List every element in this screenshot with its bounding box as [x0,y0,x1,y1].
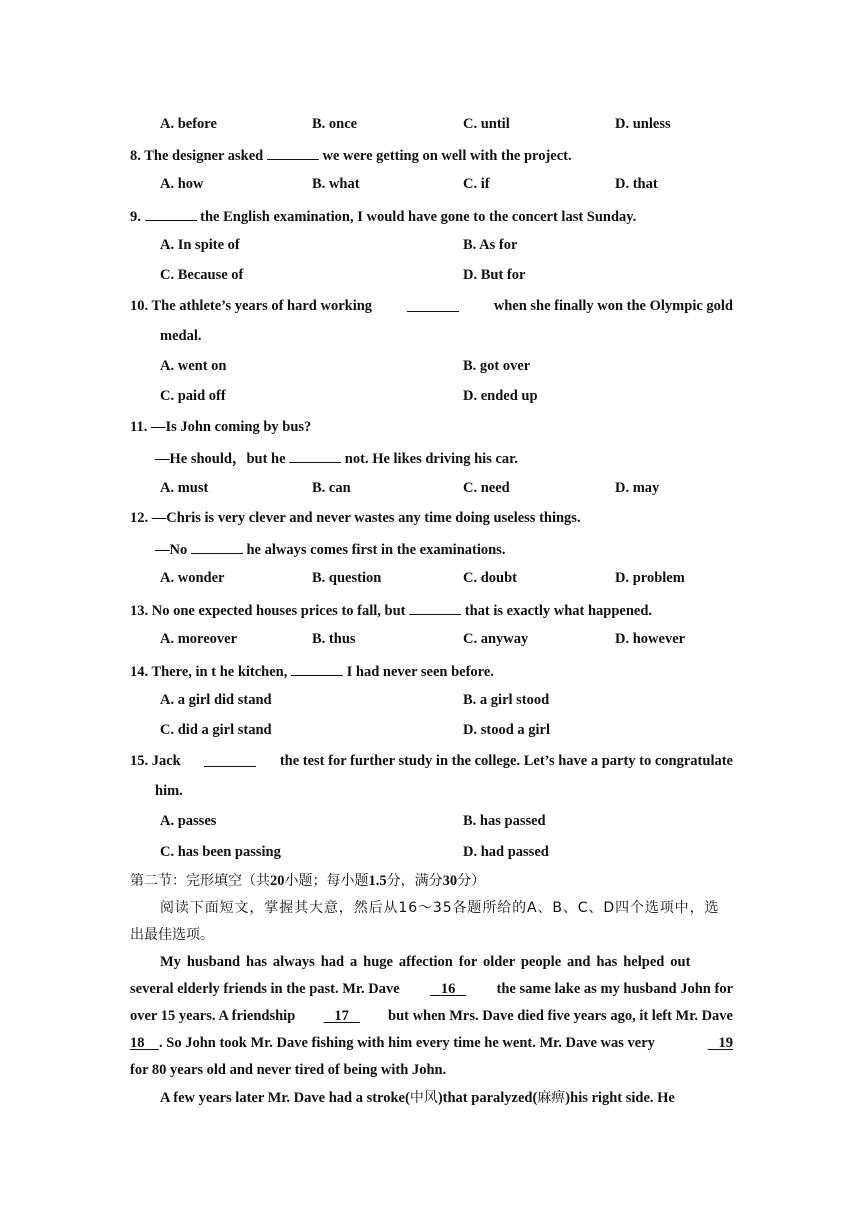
q12-line1: 12. —Chris is very clever and never wastes any time doing useless things. [130,510,581,526]
q15-option-c: C. has been passing [160,844,281,860]
q7-option-a: A. before [160,116,217,132]
section-heading-num1: 20 [270,873,285,889]
q11-line1: 11. —Is John coming by bus? [130,419,312,435]
blank-19-number: 19 [718,1035,733,1051]
q8-stem-post: we were getting on well with the project. [322,148,572,164]
section-heading [130,872,485,890]
q8-option-a: A. how [160,176,204,192]
q14-blank [291,661,343,676]
passage-p2-line1 [160,1089,733,1107]
q15-stem [130,752,733,770]
instructions-line1: 阅读下面短文，掌握其大意，然后从16～35各题所给的A、B、C、D四个选项中，选 [160,900,720,916]
passage-cn-paralyzed: 麻痹 [537,1090,566,1106]
q13-option-a: A. moreover [160,631,238,647]
blank-18-number: 18 [130,1035,145,1051]
q9-blank [145,206,197,221]
q12-option-c: C. doubt [463,570,517,586]
q12-option-d: D. problem [615,570,685,586]
q9-stem-post: the English examination, I would have gone to the concert last Sunday. [200,209,637,225]
passage-text-b: )that paralyzed( [437,1090,538,1106]
section-heading-part2: 小题；每小题 [284,873,369,889]
passage-cn-stroke: 中风 [409,1090,438,1106]
section-heading-part1: 第二节：完形填空（共 [130,873,270,889]
q11-option-c: C. need [463,480,510,496]
q10-stem-post: when she finally won the Olympic gold [493,298,733,314]
q7-option-c: C. until [463,116,510,132]
q10-option-d: D. ended up [463,388,538,404]
q14-stem [130,661,494,681]
q9-option-a: A. In spite of [160,237,240,253]
q15-option-a: A. passes [160,813,217,829]
q8-option-c: C. if [463,176,490,192]
q15-stem-pre: 15. Jack [130,753,181,769]
q10-blank [407,297,459,312]
passage-p1-line5: for 80 years old and never tired of being with John. [130,1062,447,1078]
instructions-line2: 出最佳选项。 [130,927,214,943]
q14-stem-pre: 14. There, in t he kitchen, [130,664,288,680]
passage-text: . So John took Mr. Dave fishing with him every time he went. Mr. Dave was very [159,1035,655,1051]
section-heading-num3: 30 [442,873,458,889]
q9-stem [130,206,636,226]
q8-stem [130,145,572,165]
passage-text: My husband has always had a huge affection for older people and has helped out [160,954,691,970]
passage-text: over 15 years. A friendship [130,1008,296,1024]
q11-line2-post: not. He likes driving his car. [344,451,518,467]
q13-blank [409,600,461,615]
q12-option-b: B. question [312,570,382,586]
q11-option-a: A. must [160,480,209,496]
passage-text-c: )his right side. He [565,1090,675,1106]
q8-stem-pre: 8. The designer asked [130,148,264,164]
q8-option-d: D. that [615,176,658,192]
q15-blank [204,752,256,767]
q9-option-b: B. As for [463,237,518,253]
blank-17-number: 17 [334,1008,349,1024]
q10-stem-pre: 10. The athlete’s years of hard working [130,298,373,314]
q8-blank [267,145,319,160]
q15-option-b: B. has passed [463,813,546,829]
q15-option-d: D. had passed [463,844,549,860]
blank-19 [708,1034,733,1052]
passage-p1-line3 [130,1007,733,1025]
q12-option-a: A. wonder [160,570,225,586]
blank-16 [430,980,466,998]
q9-option-c: C. Because of [160,267,244,283]
passage-text-a: A few years later Mr. Dave had a stroke( [160,1090,410,1106]
q8-option-b: B. what [312,176,360,192]
q13-stem [130,600,652,620]
q10-option-c: C. paid off [160,388,226,404]
passage-text: the same lake as my husband John for [496,981,733,997]
q10-option-b: B. got over [463,358,531,374]
q14-option-c: C. did a girl stand [160,722,272,738]
q11-option-b: B. can [312,480,351,496]
q11-line2 [155,448,518,468]
q15-stem-post: the test for further study in the college. Let’s have a party to congratulate [279,753,733,769]
q12-line2-pre: —No [155,542,188,558]
q7-option-b: B. once [312,116,358,132]
q11-line2-pre: —He should，but he [155,451,286,467]
q10-stem-cont: medal. [160,328,202,344]
blank-18 [130,1034,159,1052]
section-heading-num2: 1.5 [368,873,387,889]
q15-stem-cont: him. [155,783,183,799]
section-heading-part3: 分，满分 [386,873,443,889]
q14-option-d: D. stood a girl [463,722,550,738]
q14-stem-post: I had never seen before. [346,664,494,680]
blank-17 [324,1007,360,1025]
q13-option-c: C. anyway [463,631,529,647]
passage-text: but when Mrs. Dave died five years ago, it left Mr. Dave [388,1008,733,1024]
passage-p1-line4 [130,1034,733,1052]
blank-16-number: 16 [440,981,456,997]
q11-blank [289,448,341,463]
section-heading-part4: 分） [457,873,486,889]
q10-option-a: A. went on [160,358,227,374]
q9-stem-pre: 9. [130,209,141,225]
q13-stem-post: that is exactly what happened. [464,603,653,619]
q14-option-a: A. a girl did stand [160,692,272,708]
q7-option-d: D. unless [615,116,671,132]
q14-option-b: B. a girl stood [463,692,550,708]
q12-line2-post: he always comes first in the examinations. [246,542,506,558]
q13-stem-pre: 13. No one expected houses prices to fall, but [130,603,406,619]
q12-line2 [155,539,505,559]
q12-blank [191,539,243,554]
q9-option-d: D. But for [463,267,526,283]
passage-text: several elderly friends in the past. Mr. Dave [130,981,400,997]
q11-option-d: D. may [615,480,660,496]
q13-option-d: D. however [615,631,686,647]
q10-stem [130,297,733,315]
passage-text [160,1089,675,1107]
passage-p1-line2 [130,980,733,998]
passage-p1-line1 [160,953,733,971]
q13-option-b: B. thus [312,631,356,647]
